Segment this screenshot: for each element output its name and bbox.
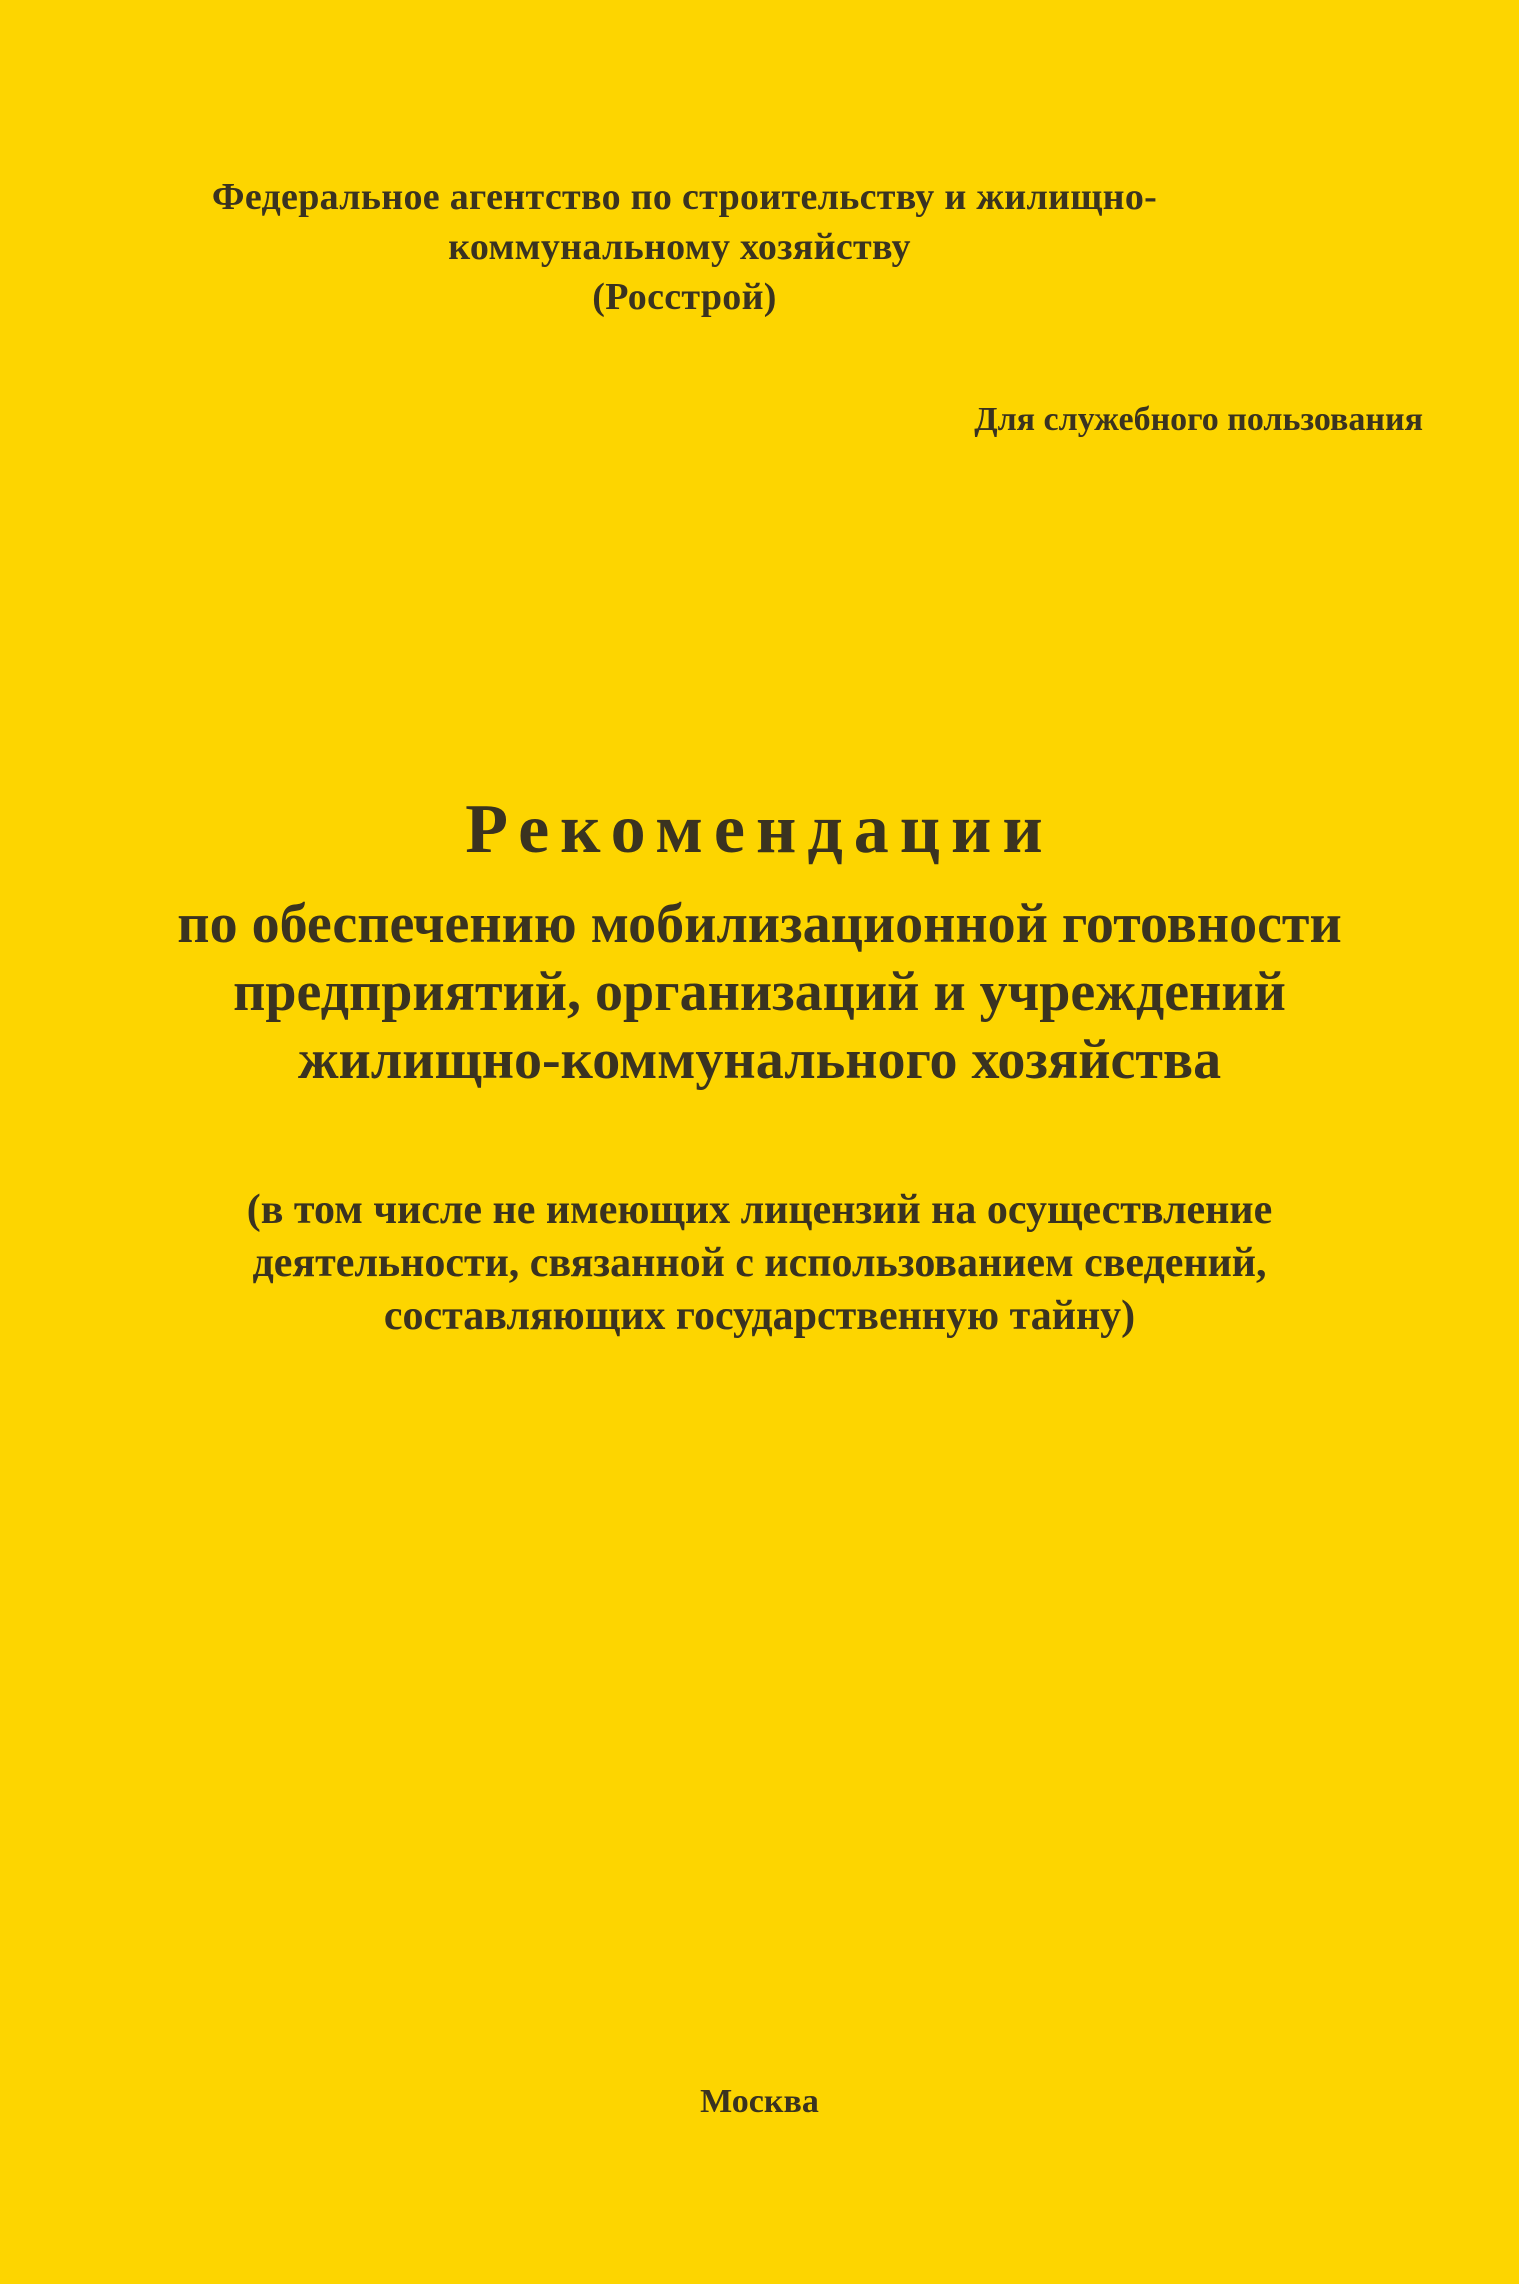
scope-note xyxy=(0,1184,1519,1343)
publication-city: Москва xyxy=(700,2083,819,2120)
note-line-1: (в том числе не имеющих лицензий на осуществление xyxy=(246,1187,1273,1233)
agency-name-line-1: Федеральное агентство по строительству и жилищно- xyxy=(211,176,1158,218)
restriction-label: Для служебного пользования xyxy=(974,401,1423,438)
agency-name xyxy=(0,172,1519,322)
agency-name-line-3: (Росстрой) xyxy=(592,276,777,318)
note-line-3: составляющих государственную тайну) xyxy=(383,1293,1136,1339)
document-title: Рекомендации xyxy=(465,791,1054,868)
subtitle-line-2: предприятий, организаций и учреждений xyxy=(233,961,1286,1023)
note-line-2: деятельности, связанной с использованием сведений, xyxy=(252,1240,1267,1286)
subtitle-line-3: жилищно-коммунального хозяйства xyxy=(297,1029,1222,1091)
subtitle-line-1: по обеспечению мобилизационной готовности xyxy=(177,893,1342,955)
document-subtitle xyxy=(0,890,1519,1094)
agency-name-line-2: коммунальному хозяйству xyxy=(448,226,911,268)
